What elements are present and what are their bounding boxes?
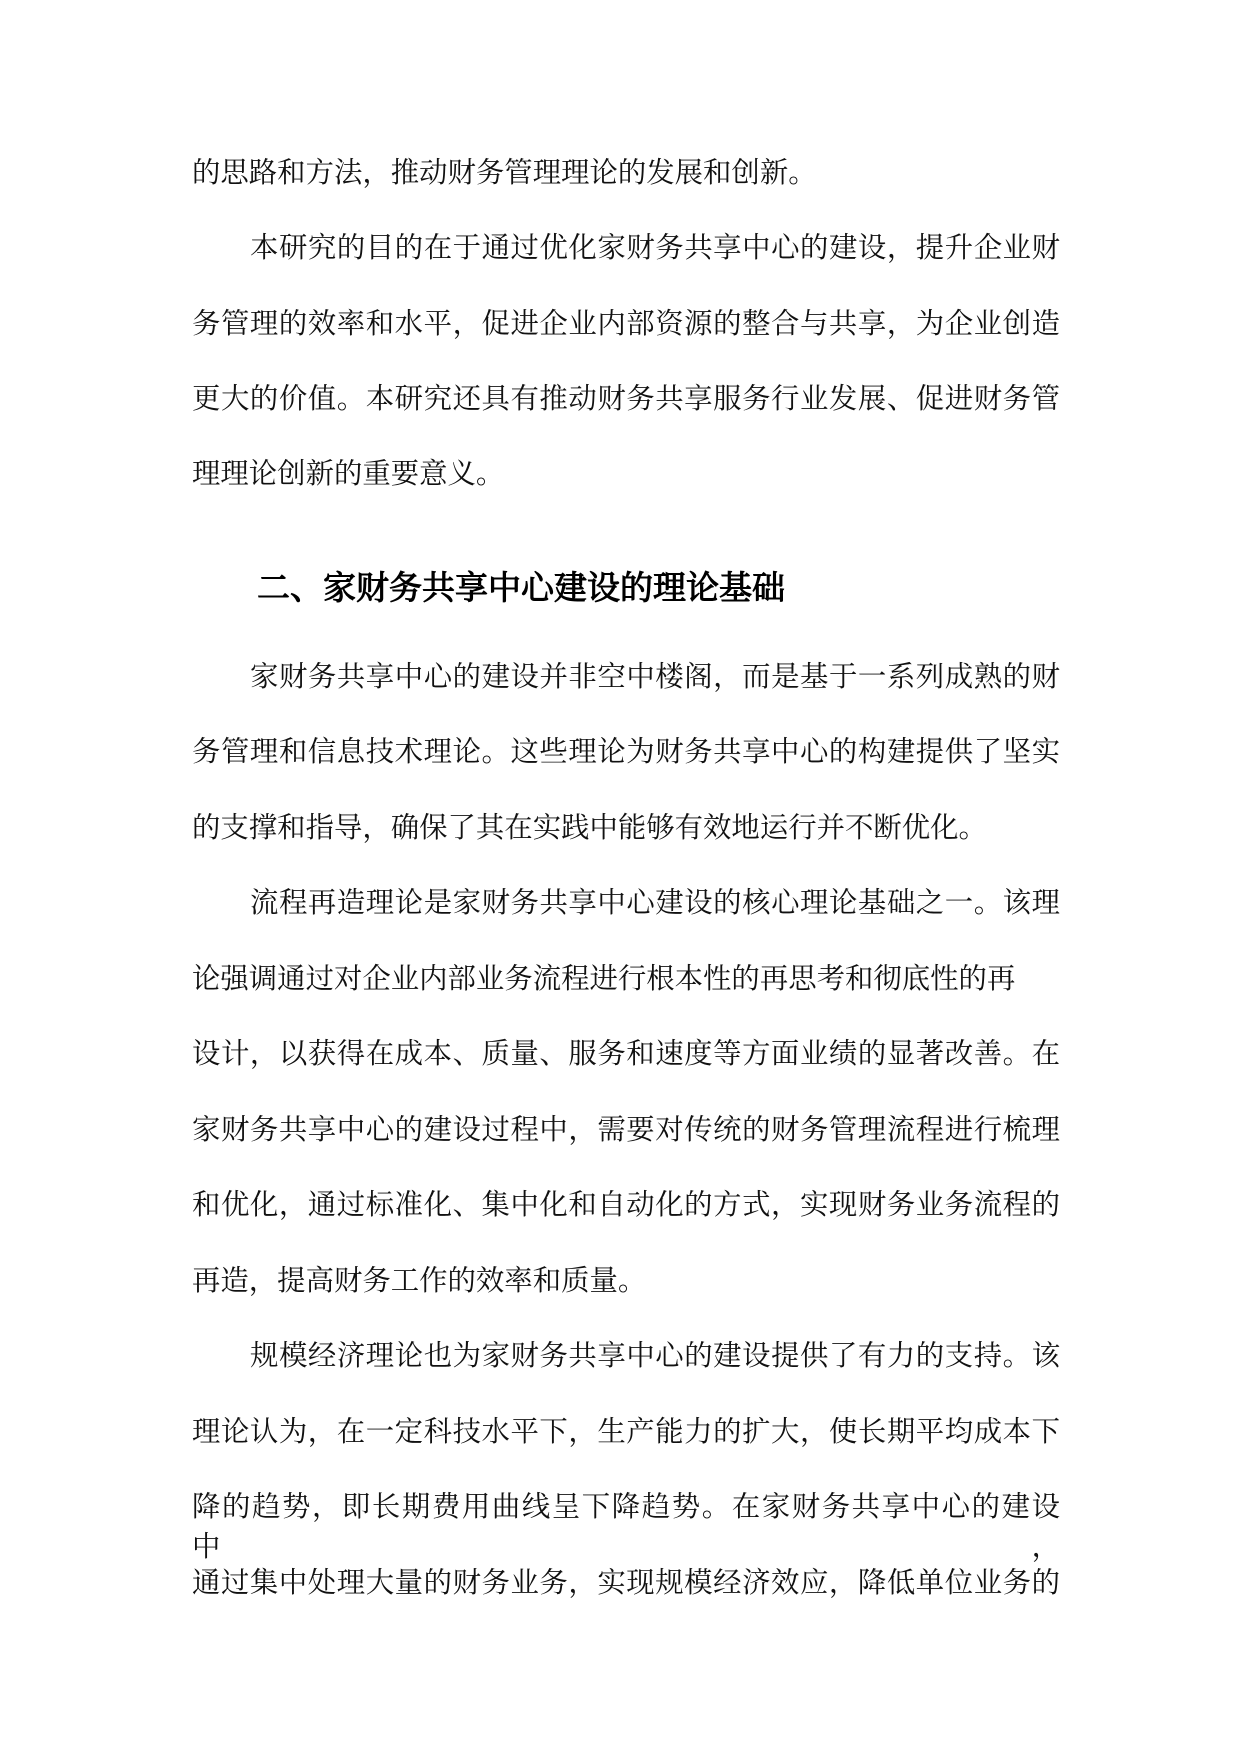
- text-line: 通过集中处理大量的财务业务，实现规模经济效应，降低单位业务的: [192, 1566, 1060, 1599]
- text-line: 务管理的效率和水平，促进企业内部资源的整合与共享，为企业创造: [192, 307, 1060, 340]
- text-line: 家财务共享中心的建设并非空中楼阁，而是基于一系列成熟的财: [250, 660, 1060, 693]
- text-line: 的思路和方法，推动财务管理理论的发展和创新。: [192, 156, 817, 189]
- text-line: 理论认为，在一定科技水平下，生产能力的扩大，使长期平均成本下: [192, 1415, 1060, 1448]
- text-line: 务管理和信息技术理论。这些理论为财务共享中心的构建提供了坚实: [192, 735, 1060, 768]
- text-line: 家财务共享中心的建设过程中，需要对传统的财务管理流程进行梳理: [192, 1113, 1060, 1146]
- section-heading: 二、家财务共享中心建设的理论基础: [257, 568, 785, 607]
- text-line: 本研究的目的在于通过优化家财务共享中心的建设，提升企业财: [250, 231, 1060, 264]
- text-line: 再造，提高财务工作的效率和质量。: [192, 1264, 647, 1297]
- text-line: 流程再造理论是家财务共享中心建设的核心理论基础之一。该理: [250, 886, 1060, 919]
- text-line: 论强调通过对企业内部业务流程进行根本性的再思考和彻底性的再: [192, 962, 1016, 995]
- text-line: 降的趋势，即长期费用曲线呈下降趋势。在家财务共享中心的建设中，: [192, 1490, 1060, 1563]
- text-line: 更大的价值。本研究还具有推动财务共享服务行业发展、促进财务管: [192, 382, 1060, 415]
- text-line: 设计，以获得在成本、质量、服务和速度等方面业绩的显著改善。在: [192, 1037, 1060, 1070]
- text-line: 理理论创新的重要意义。: [192, 457, 505, 490]
- text-line: 规模经济理论也为家财务共享中心的建设提供了有力的支持。该: [250, 1339, 1060, 1372]
- text-line: 和优化，通过标准化、集中化和自动化的方式，实现财务业务流程的: [192, 1188, 1060, 1221]
- text-line: 的支撑和指导，确保了其在实践中能够有效地运行并不断优化。: [192, 811, 987, 844]
